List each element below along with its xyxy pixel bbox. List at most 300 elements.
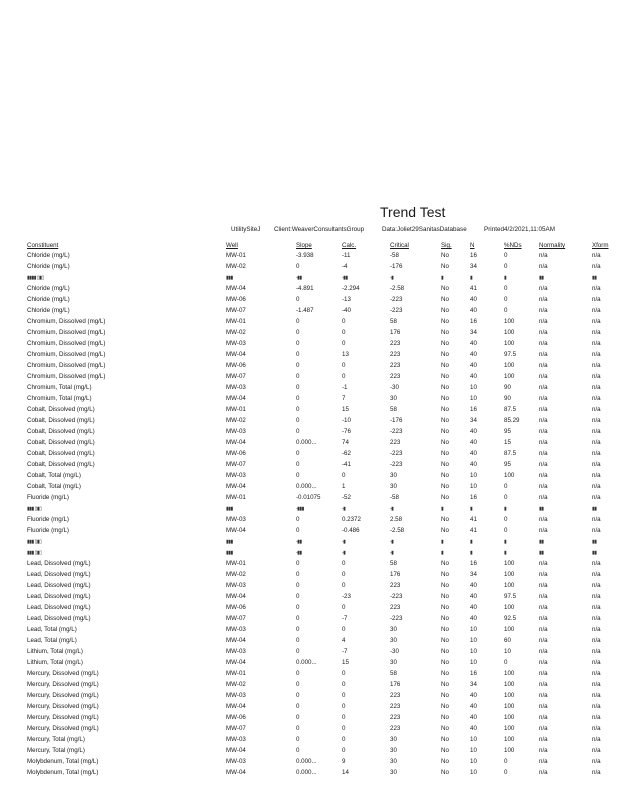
- cell-critical: 58: [390, 406, 397, 413]
- cell-calc: 13: [342, 351, 349, 358]
- cell-slope: 0: [296, 571, 300, 578]
- cell-n: 40: [470, 714, 477, 721]
- cell-n: 40: [470, 307, 477, 314]
- cell-xform: n/a: [592, 373, 601, 380]
- cell-n: 40: [470, 340, 477, 347]
- cell-n: 40: [470, 428, 477, 435]
- cell-xform: n/a: [592, 648, 601, 655]
- cell-sig: No: [441, 285, 449, 292]
- cell-critical: -58: [390, 252, 399, 259]
- cell-critical: -30: [390, 648, 399, 655]
- cell-slope: 0: [296, 329, 300, 336]
- cell-sig: No: [441, 527, 449, 534]
- cell-slope: 0: [296, 582, 300, 589]
- cell-n: 16: [470, 318, 477, 325]
- table-row: [27, 283, 617, 294]
- cell-well: MW-03: [226, 758, 246, 765]
- cell-slope: 0.000...: [296, 439, 317, 446]
- cell-critical: 223: [390, 725, 401, 732]
- cell-pct-nds: 87.5: [504, 450, 517, 457]
- table-row: [27, 591, 617, 602]
- cell-well: MW-03: [226, 692, 246, 699]
- cell-pct-nds: 100: [504, 571, 515, 578]
- table-header-row: [27, 241, 617, 250]
- cell-constituent: Chromium, Dissolved (mg/L): [27, 373, 106, 380]
- cell-normality: n/a: [539, 439, 548, 446]
- cell-n: ▮: [470, 274, 473, 281]
- cell-well: MW-04: [226, 593, 246, 600]
- cell-xform: ▮▮: [592, 274, 597, 281]
- cell-xform: n/a: [592, 395, 601, 402]
- cell-constituent: Lithium, Total (mg/L): [27, 648, 83, 655]
- cell-well: MW-03: [226, 582, 246, 589]
- cell-xform: n/a: [592, 296, 601, 303]
- cell-critical: 30: [390, 747, 397, 754]
- cell-calc: 15: [342, 659, 349, 666]
- cell-slope: 0: [296, 472, 300, 479]
- cell-well: MW-03: [226, 340, 246, 347]
- site-label: UtilitySiteJ: [231, 226, 261, 233]
- cell-slope: 0: [296, 714, 300, 721]
- cell-constituent: Molybdenum, Total (mg/L): [27, 769, 99, 776]
- table-row: [27, 261, 617, 272]
- cell-calc: 0: [342, 692, 346, 699]
- cell-n: 40: [470, 296, 477, 303]
- cell-pct-nds: 0: [504, 659, 508, 666]
- cell-slope: 0: [296, 263, 300, 270]
- cell-slope: -4.891: [296, 285, 314, 292]
- cell-pct-nds: 15: [504, 439, 511, 446]
- cell-critical: -2.58: [390, 285, 405, 292]
- column-header-constituent: Constituent: [27, 242, 59, 249]
- cell-calc: -0.486: [342, 527, 360, 534]
- cell-pct-nds: 100: [504, 714, 515, 721]
- table-row: [27, 602, 617, 613]
- cell-normality: n/a: [539, 417, 548, 424]
- cell-xform: n/a: [592, 692, 601, 699]
- cell-critical: -58: [390, 494, 399, 501]
- cell-calc: 4: [342, 637, 346, 644]
- cell-constituent: Cobalt, Total (mg/L): [27, 483, 81, 490]
- cell-sig: No: [441, 670, 449, 677]
- column-header-xform: Xform: [592, 242, 609, 249]
- cell-constituent: Chromium, Total (mg/L): [27, 384, 92, 391]
- cell-critical: 223: [390, 692, 401, 699]
- cell-normality: n/a: [539, 615, 548, 622]
- table-row: [27, 690, 617, 701]
- cell-well: MW-03: [226, 384, 246, 391]
- cell-normality: n/a: [539, 307, 548, 314]
- cell-pct-nds: 0: [504, 296, 508, 303]
- cell-pct-nds: 100: [504, 472, 515, 479]
- cell-normality: n/a: [539, 450, 548, 457]
- cell-slope: 0: [296, 725, 300, 732]
- cell-slope: 0: [296, 296, 300, 303]
- cell-constituent: Mercury, Dissolved (mg/L): [27, 725, 99, 732]
- cell-well: MW-04: [226, 659, 246, 666]
- cell-slope: -▮▮: [296, 549, 302, 556]
- cell-pct-nds: 100: [504, 626, 515, 633]
- cell-pct-nds: 100: [504, 681, 515, 688]
- cell-calc: -▮: [342, 538, 346, 545]
- cell-calc: -11: [342, 252, 351, 259]
- cell-slope: 0: [296, 626, 300, 633]
- cell-slope: 0: [296, 692, 300, 699]
- cell-well: MW-07: [226, 725, 246, 732]
- cell-constituent: Cobalt, Dissolved (mg/L): [27, 450, 95, 457]
- cell-sig: No: [441, 351, 449, 358]
- cell-sig: No: [441, 758, 449, 765]
- cell-well: MW-01: [226, 670, 246, 677]
- cell-slope: 0: [296, 560, 300, 567]
- cell-n: 40: [470, 351, 477, 358]
- cell-critical: -223: [390, 461, 403, 468]
- cell-sig: No: [441, 769, 449, 776]
- cell-critical: -223: [390, 615, 403, 622]
- cell-constituent: Chromium, Dissolved (mg/L): [27, 340, 106, 347]
- cell-n: 10: [470, 758, 477, 765]
- cell-sig: No: [441, 483, 449, 490]
- cell-n: 34: [470, 681, 477, 688]
- cell-calc: 0: [342, 582, 346, 589]
- cell-critical: -▮: [390, 505, 394, 512]
- cell-well: MW-02: [226, 263, 246, 270]
- cell-critical: -223: [390, 307, 403, 314]
- cell-n: 40: [470, 615, 477, 622]
- cell-sig: No: [441, 384, 449, 391]
- cell-sig: No: [441, 461, 449, 468]
- cell-constituent: Chloride (mg/L): [27, 307, 70, 314]
- cell-critical: 176: [390, 571, 401, 578]
- cell-sig: No: [441, 362, 449, 369]
- cell-pct-nds: 100: [504, 329, 515, 336]
- table-row: [27, 712, 617, 723]
- cell-sig: No: [441, 450, 449, 457]
- report-title-text: Trend Test: [380, 204, 446, 220]
- cell-xform: n/a: [592, 527, 601, 534]
- cell-calc: 9: [342, 758, 346, 765]
- cell-sig: No: [441, 582, 449, 589]
- cell-pct-nds: ▮: [504, 549, 507, 556]
- cell-pct-nds: ▮: [504, 538, 507, 545]
- cell-pct-nds: 85.29: [504, 417, 520, 424]
- cell-n: ▮: [470, 538, 473, 545]
- cell-n: 16: [470, 670, 477, 677]
- cell-critical: -223: [390, 428, 403, 435]
- table-row: [27, 272, 617, 283]
- cell-n: 34: [470, 417, 477, 424]
- cell-normality: n/a: [539, 560, 548, 567]
- cell-slope: 0: [296, 648, 300, 655]
- cell-well: MW-02: [226, 329, 246, 336]
- cell-calc: 0.2372: [342, 516, 361, 523]
- cell-normality: n/a: [539, 516, 548, 523]
- cell-sig: No: [441, 714, 449, 721]
- cell-n: 16: [470, 406, 477, 413]
- cell-slope: 0: [296, 527, 300, 534]
- cell-critical: 223: [390, 703, 401, 710]
- cell-xform: n/a: [592, 725, 601, 732]
- trend-test-table: [27, 241, 617, 778]
- cell-well: MW-02: [226, 571, 246, 578]
- cell-constituent: ▮▮▮ ▯▮▯: [27, 538, 42, 545]
- cell-xform: n/a: [592, 329, 601, 336]
- cell-well: MW-01: [226, 406, 246, 413]
- cell-xform: ▮▮: [592, 538, 597, 545]
- cell-xform: n/a: [592, 483, 601, 490]
- cell-constituent: Chromium, Dissolved (mg/L): [27, 329, 106, 336]
- table-row: [27, 756, 617, 767]
- cell-pct-nds: 0: [504, 494, 508, 501]
- table-row: [27, 580, 617, 591]
- cell-normality: n/a: [539, 285, 548, 292]
- cell-critical: 223: [390, 362, 401, 369]
- cell-calc: -41: [342, 461, 351, 468]
- cell-slope: 0: [296, 516, 300, 523]
- table-row: [27, 745, 617, 756]
- cell-n: 10: [470, 395, 477, 402]
- cell-pct-nds: 100: [504, 340, 515, 347]
- cell-pct-nds: 0: [504, 758, 508, 765]
- table-row: [27, 503, 617, 514]
- cell-calc: 0: [342, 362, 346, 369]
- cell-normality: n/a: [539, 582, 548, 589]
- cell-well: MW-03: [226, 472, 246, 479]
- cell-slope: 0: [296, 736, 300, 743]
- cell-normality: n/a: [539, 461, 548, 468]
- cell-xform: n/a: [592, 340, 601, 347]
- data-source-label: Data:Joliet29SanitasDatabase: [382, 226, 467, 233]
- table-row: [27, 393, 617, 404]
- cell-n: 40: [470, 725, 477, 732]
- cell-xform: n/a: [592, 318, 601, 325]
- cell-pct-nds: 100: [504, 747, 515, 754]
- cell-slope: -0.01075: [296, 494, 321, 501]
- cell-xform: n/a: [592, 406, 601, 413]
- cell-normality: n/a: [539, 758, 548, 765]
- cell-pct-nds: 100: [504, 318, 515, 325]
- cell-normality: n/a: [539, 714, 548, 721]
- cell-well: MW-06: [226, 714, 246, 721]
- cell-well: MW-04: [226, 439, 246, 446]
- cell-constituent: Chloride (mg/L): [27, 263, 70, 270]
- table-row: [27, 404, 617, 415]
- cell-sig: No: [441, 648, 449, 655]
- cell-calc: 0: [342, 714, 346, 721]
- cell-calc: -1: [342, 384, 348, 391]
- cell-constituent: Lead, Dissolved (mg/L): [27, 593, 91, 600]
- cell-n: 34: [470, 263, 477, 270]
- cell-slope: 0: [296, 395, 300, 402]
- cell-pct-nds: 0: [504, 263, 508, 270]
- cell-critical: 30: [390, 483, 397, 490]
- cell-calc: -76: [342, 428, 351, 435]
- cell-well: MW-04: [226, 285, 246, 292]
- cell-sig: No: [441, 571, 449, 578]
- cell-xform: n/a: [592, 637, 601, 644]
- table-row: [27, 305, 617, 316]
- table-row: [27, 294, 617, 305]
- cell-calc: 0: [342, 736, 346, 743]
- cell-n: 10: [470, 736, 477, 743]
- cell-well: MW-07: [226, 615, 246, 622]
- cell-sig: No: [441, 604, 449, 611]
- table-row: [27, 470, 617, 481]
- table-row: [27, 646, 617, 657]
- cell-xform: n/a: [592, 670, 601, 677]
- cell-n: 40: [470, 703, 477, 710]
- cell-well: MW-04: [226, 747, 246, 754]
- cell-slope: 0: [296, 670, 300, 677]
- cell-normality: n/a: [539, 406, 548, 413]
- table-row: [27, 767, 617, 778]
- table-body: [27, 250, 617, 778]
- cell-critical: 176: [390, 681, 401, 688]
- cell-well: MW-07: [226, 461, 246, 468]
- cell-critical: 223: [390, 582, 401, 589]
- cell-n: 41: [470, 516, 477, 523]
- cell-calc: -62: [342, 450, 351, 457]
- table-row: [27, 635, 617, 646]
- cell-normality: n/a: [539, 703, 548, 710]
- cell-well: MW-04: [226, 637, 246, 644]
- cell-pct-nds: ▮: [504, 505, 507, 512]
- client-label: Client:WeaverConsultantsGroup: [274, 226, 365, 233]
- cell-constituent: Mercury, Dissolved (mg/L): [27, 703, 99, 710]
- cell-constituent: Lead, Total (mg/L): [27, 637, 77, 644]
- cell-slope: 0: [296, 593, 300, 600]
- cell-well: MW-06: [226, 362, 246, 369]
- table-row: [27, 448, 617, 459]
- cell-normality: n/a: [539, 604, 548, 611]
- cell-pct-nds: 100: [504, 703, 515, 710]
- cell-well: MW-01: [226, 318, 246, 325]
- cell-pct-nds: 97.5: [504, 593, 517, 600]
- cell-pct-nds: 100: [504, 604, 515, 611]
- cell-n: 10: [470, 384, 477, 391]
- cell-pct-nds: 0: [504, 527, 508, 534]
- cell-n: ▮: [470, 549, 473, 556]
- cell-constituent: Mercury, Total (mg/L): [27, 736, 85, 743]
- cell-normality: n/a: [539, 395, 548, 402]
- cell-normality: n/a: [539, 472, 548, 479]
- cell-well: MW-02: [226, 681, 246, 688]
- cell-sig: No: [441, 395, 449, 402]
- cell-slope: -▮▮: [296, 274, 302, 281]
- cell-xform: n/a: [592, 582, 601, 589]
- cell-pct-nds: 95: [504, 428, 511, 435]
- cell-pct-nds: 60: [504, 637, 511, 644]
- cell-sig: No: [441, 703, 449, 710]
- cell-calc: -10: [342, 417, 351, 424]
- cell-well: MW-06: [226, 450, 246, 457]
- cell-sig: No: [441, 318, 449, 325]
- table-row: [27, 723, 617, 734]
- cell-n: 16: [470, 494, 477, 501]
- cell-sig: No: [441, 725, 449, 732]
- table-row: [27, 415, 617, 426]
- table-row: [27, 547, 617, 558]
- cell-critical: -176: [390, 263, 403, 270]
- cell-n: 10: [470, 747, 477, 754]
- cell-sig: No: [441, 428, 449, 435]
- cell-normality: n/a: [539, 351, 548, 358]
- cell-calc: -7: [342, 615, 348, 622]
- cell-normality: n/a: [539, 296, 548, 303]
- table-row: [27, 437, 617, 448]
- cell-pct-nds: 92.5: [504, 615, 517, 622]
- table-row: [27, 459, 617, 470]
- column-header-slope: Slope: [296, 242, 312, 249]
- table-row: [27, 360, 617, 371]
- cell-slope: -3.938: [296, 252, 314, 259]
- cell-constituent: Lead, Dissolved (mg/L): [27, 615, 91, 622]
- cell-critical: -▮: [390, 274, 394, 281]
- cell-pct-nds: 0: [504, 769, 508, 776]
- cell-n: 40: [470, 439, 477, 446]
- cell-normality: n/a: [539, 681, 548, 688]
- cell-xform: n/a: [592, 593, 601, 600]
- cell-critical: 58: [390, 318, 397, 325]
- table-row: [27, 624, 617, 635]
- cell-constituent: Chloride (mg/L): [27, 252, 70, 259]
- cell-well: MW-01: [226, 494, 246, 501]
- cell-normality: n/a: [539, 626, 548, 633]
- cell-slope: 0: [296, 362, 300, 369]
- cell-xform: n/a: [592, 307, 601, 314]
- cell-critical: 30: [390, 626, 397, 633]
- cell-critical: 223: [390, 439, 401, 446]
- cell-xform: n/a: [592, 736, 601, 743]
- cell-well: MW-04: [226, 703, 246, 710]
- cell-pct-nds: 0: [504, 252, 508, 259]
- cell-n: 41: [470, 285, 477, 292]
- cell-normality: n/a: [539, 637, 548, 644]
- cell-constituent: Cobalt, Dissolved (mg/L): [27, 439, 95, 446]
- cell-calc: 0: [342, 681, 346, 688]
- cell-normality: ▮▮: [539, 538, 544, 545]
- cell-slope: 0: [296, 450, 300, 457]
- cell-xform: n/a: [592, 351, 601, 358]
- table-row: [27, 316, 617, 327]
- cell-xform: n/a: [592, 560, 601, 567]
- table-row: [27, 613, 617, 624]
- cell-critical: -223: [390, 450, 403, 457]
- cell-constituent: Lead, Total (mg/L): [27, 626, 77, 633]
- cell-sig: No: [441, 472, 449, 479]
- cell-xform: n/a: [592, 747, 601, 754]
- cell-calc: 1: [342, 483, 346, 490]
- cell-constituent: Mercury, Dissolved (mg/L): [27, 670, 99, 677]
- cell-well: MW-06: [226, 296, 246, 303]
- cell-calc: 0: [342, 571, 346, 578]
- cell-calc: -4: [342, 263, 348, 270]
- cell-xform: n/a: [592, 604, 601, 611]
- cell-sig: No: [441, 681, 449, 688]
- cell-n: 40: [470, 604, 477, 611]
- cell-slope: -▮▮: [296, 538, 302, 545]
- cell-slope: 0: [296, 384, 300, 391]
- cell-xform: ▮▮: [592, 549, 597, 556]
- cell-slope: 0: [296, 681, 300, 688]
- cell-constituent: Chloride (mg/L): [27, 285, 70, 292]
- cell-pct-nds: 0: [504, 483, 508, 490]
- cell-sig: No: [441, 736, 449, 743]
- cell-pct-nds: ▮: [504, 274, 507, 281]
- cell-normality: n/a: [539, 428, 548, 435]
- cell-sig: No: [441, 406, 449, 413]
- cell-pct-nds: 100: [504, 692, 515, 699]
